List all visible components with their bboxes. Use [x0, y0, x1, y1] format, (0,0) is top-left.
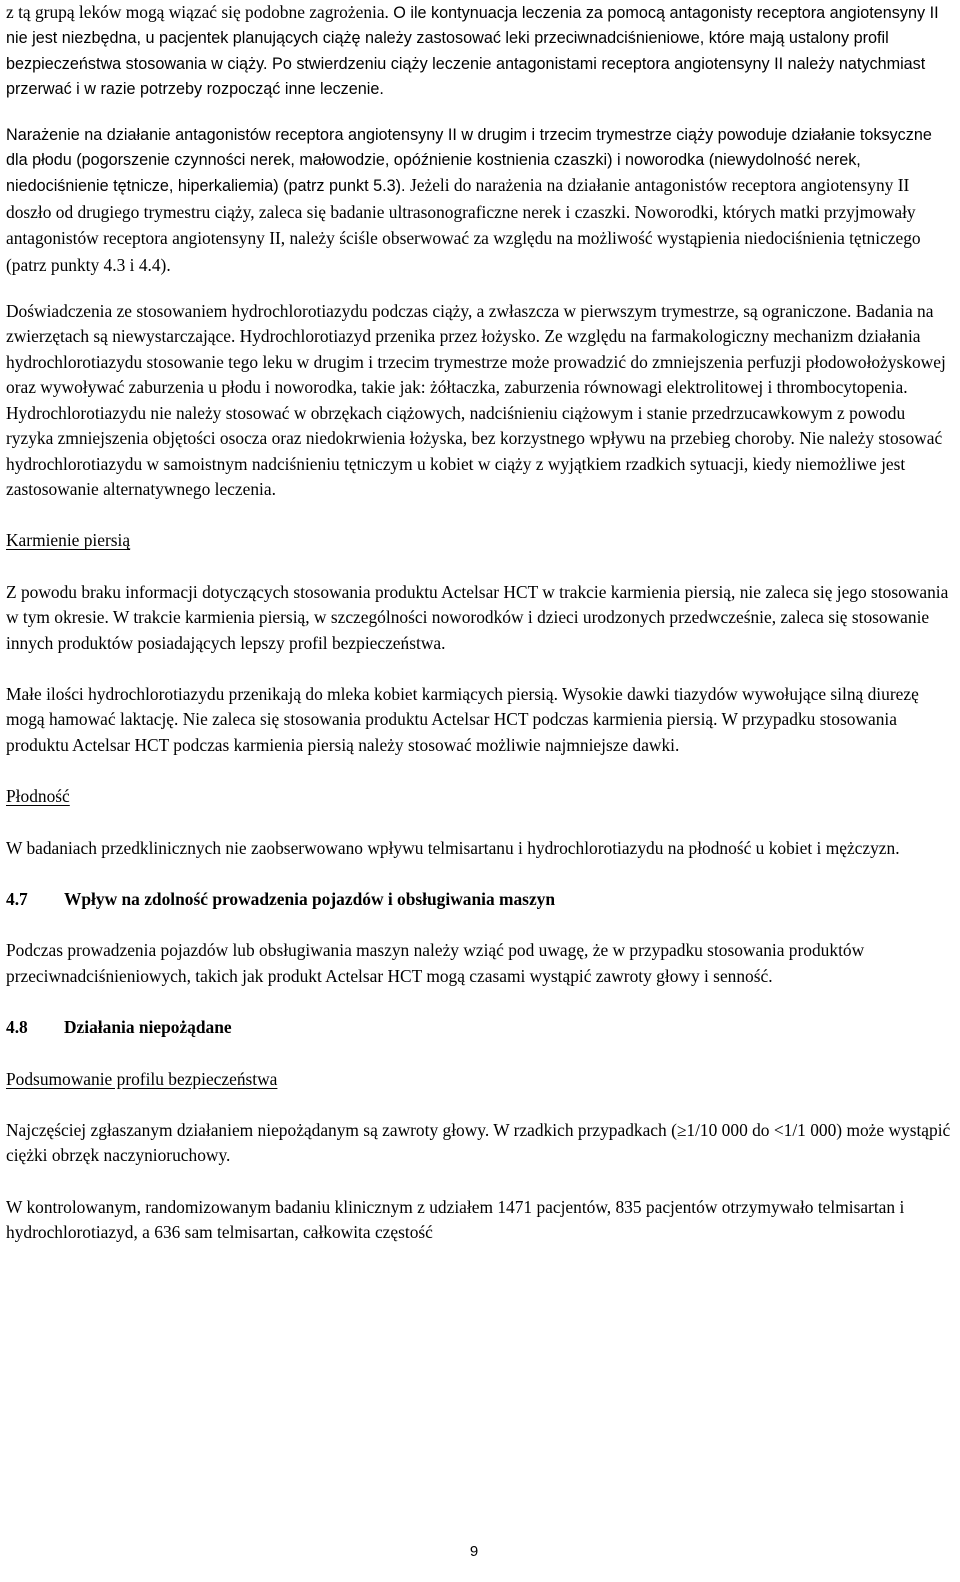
- section-4-7-title: Wpływ na zdolność prowadzenia pojazdów i obsługiwania maszyn: [64, 888, 556, 909]
- pregnancy-paragraph-2-body: Jeżeli do narażenia na działanie antagonistów receptora angiotensyny II doszło od drugiego trymestru ciąży, zaleca się badanie ultrasonograficzne nerek i czaszki. Noworodki, których matki przyjmowały antagonistów receptora angiotensyny II, należy ściśle obserwować za względu na możliwość wystąpienia niedociśnienia tętniczego (patrz punkty 4.3 i 4.4).: [6, 175, 921, 275]
- section-4-8-title: Działania niepożądane: [64, 1017, 232, 1038]
- hydrochlorothiazide-pregnancy-paragraph: Doświadczenia ze stosowaniem hydrochlorotiazydu podczas ciąży, a zwłaszcza w pierwszym trymestrze, są ograniczone. Badania na zwierzętach są niewystarczające. Hydrochlorotiazyd przenika przez łożysko. Ze względu na farmakologiczny mechanizm działania hydrochlorotiazydu stosowanie tego leku w drugim i trzecim trymestrze może prowadzić do zmniejszenia perfuzji płodowołożyskowej oraz wywoływać zaburzenia u płodu i noworodka, takie jak: żółtaczka, zaburzenia równowagi elektrolitowej i thrombocytopenia. Hydrochlorotiazydu nie należy stosować w obrzękach ciążowych, nadciśnieniu ciążowym i stanie przedrzucawkowym z powodu ryzyka zmniejszenia objętości osocza oraz niedokrwienia łożyska, bez korzystnego wpływu na przebieg choroby. Nie należy stosować hydrochlorotiazydu w samoistnym nadciśnieniu tętniczym u kobiet w ciąży z wyjątkiem rzadkich sytuacji, kiedy niemożliwe jest zastosowanie alternatywnego leczenia.: [6, 301, 946, 499]
- driving-paragraph: Podczas prowadzenia pojazdów lub obsługiwania maszyn należy wziąć pod uwagę, że w przypadku stosowania produktów przeciwnadciśnieniowych, takich jak produkt Actelsar HCT mogą czasami wystąpić zawroty głowy i senność.: [6, 940, 865, 986]
- section-4-8-number: 4.8: [6, 1017, 28, 1038]
- section-4-7-number: 4.7: [6, 888, 28, 909]
- breastfeeding-paragraph-2: Małe ilości hydrochlorotiazydu przenikają do mleka kobiet karmiących piersią. Wysokie dawki tiazydów wywołujące silną diurezę mogą hamować laktację. Nie zaleca się stosowania produktu Actelsar HCT podczas karmienia piersią. W przypadku stosowania produktu Actelsar HCT podczas karmienia piersią należy stosować możliwie najmniejsze dawki.: [6, 683, 919, 755]
- clinical-trial-paragraph: W kontrolowanym, randomizowanym badaniu klinicznym z udziałem 1471 pacjentów, 835 pacjentów otrzymywało telmisartan i hydrochlorotiazyd, a 636 sam telmisartan, całkowita częstość: [6, 1196, 905, 1243]
- adverse-effects-paragraph: Najczęściej zgłaszanym działaniem niepożądanym są zawroty głowy. W rzadkich przypadkach (≥1/10 000 do <1/1 000) może wystąpić ciężki obrzęk naczynioruchowy.: [6, 1120, 951, 1166]
- fertility-heading: Płodność: [6, 786, 70, 807]
- pregnancy-paragraph-2-lead: Narażenie na działanie antagonistów receptora angiotensyny II w drugim i trzecim trymestrze ciąży powoduje działanie toksyczne dla płodu (pogorszenie czynności nerek, małowodzie, opóźnienie kostnienia czaszki) i noworodka (niewydolność nerek, niedociśnienie tętnicze, hiperkaliemia) (patrz punkt 5.3).: [6, 125, 932, 196]
- breastfeeding-paragraph-1: Z powodu braku informacji dotyczących stosowania produktu Actelsar HCT w trakcie karmienia piersią, nie zaleca się jego stosowania w tym okresie. W trakcie karmienia piersią, w szczególności noworodków i dzieci urodzonych przedwcześnie, zaleca się stosowanie innych produktów posiadających lepszy profil bezpieczeństwa.: [6, 581, 949, 653]
- breastfeeding-heading: Karmienie piersią: [6, 530, 131, 551]
- section-4-7-heading: [6, 887, 954, 912]
- pregnancy-paragraph-1-body: O ile kontynuacja leczenia za pomocą antagonisty receptora angiotensyny II nie jest niezbędna, u pacjentek planujących ciążę należy zastosować leki przeciwnadciśnieniowe, które mają ustalony profil bezpieczeństwa stosowania w ciąży. Po stwierdzeniu ciąży leczenie antagonistami receptora angiotensyny II należy natychmiast przerwać i w razie potrzeby rozpocząć inne leczenie.: [6, 4, 939, 99]
- pregnancy-paragraph-1: [6, 0, 954, 103]
- pregnancy-paragraph-2: [6, 123, 954, 279]
- section-4-8-heading: [6, 1015, 954, 1040]
- fertility-paragraph: W badaniach przedklinicznych nie zaobserwowano wpływu telmisartanu i hydrochlorotiazydu na płodność u kobiet i mężczyzn.: [6, 837, 900, 858]
- pregnancy-paragraph-1-lead: z tą grupą leków mogą wiązać się podobne zagrożenia.: [6, 2, 394, 22]
- page-number: 9: [469, 1543, 479, 1560]
- safety-profile-heading: Podsumowanie profilu bezpieczeństwa: [6, 1068, 278, 1089]
- document-page: [6, 0, 954, 1246]
